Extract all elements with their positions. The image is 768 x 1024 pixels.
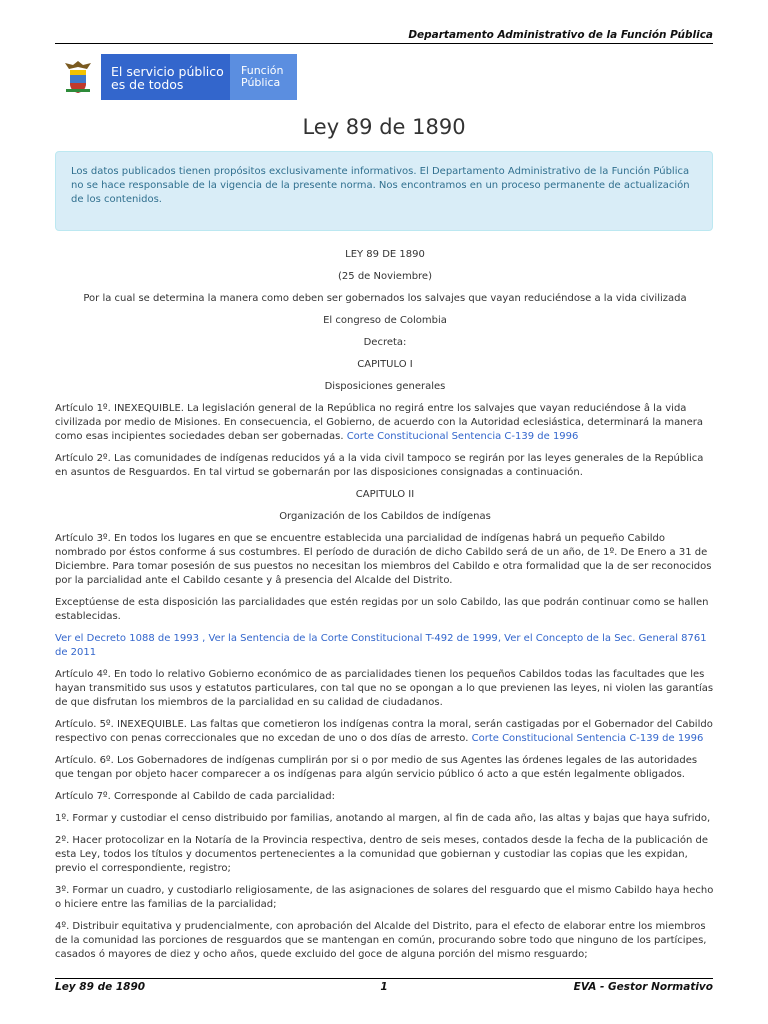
article-7-item-4: 4º. Distribuir equitativa y prudencialmente, con aprobación del Alcalde del Distrito, para el efecto de elaborar entre los miembros de la comunidad las porciones de resguardos que se mantengan en común, procurando sobre todo que ninguno de los partícipes, casados ó mayores de diez y ocho años, quede excluido del goce de alguna porción del mismo resguardo; xyxy=(55,921,707,960)
ref-concepto-8761[interactable]: Ver el Concepto de la Sec. General 8761 de 2011 xyxy=(55,633,707,658)
logo-slogan xyxy=(101,54,230,100)
logo-badge-line1: Función xyxy=(241,64,284,77)
law-subject: Por la cual se determina la manera como deben ser gobernados los salvajes que vayan reduciéndose a la vida civilizada xyxy=(83,293,687,304)
logo-funcion-publica xyxy=(230,54,297,100)
chapter-2-title: Organización de los Cabildos de indígenas xyxy=(279,511,491,522)
article-1 xyxy=(55,402,715,444)
article-1-link[interactable]: Corte Constitucional Sentencia C-139 de 1996 xyxy=(346,431,579,442)
logo-line1: El servicio público xyxy=(111,64,224,79)
article-4: Artículo 4º. En todo lo relativo Gobierno económico de as parcialidades tienen los pequeños Cabildos todas las facultades que les hayan transmitido sus usos y estatutos particulares, con tal que no se opongan a lo que previenen las leyes, ni violen las garantías de que disfrutan los miembros de la parcialidad en su calidad de ciudadanos. xyxy=(55,669,714,708)
article-7-item-1: 1º. Formar y custodiar el censo distribuido por familias, anotando al margen, al fin de cada año, las altas y bajas que haya sufrido, xyxy=(55,813,711,824)
article-7: Artículo 7º. Corresponde al Cabildo de cada parcialidad: xyxy=(55,791,335,802)
ref-sentencia-t492[interactable]: Ver la Sentencia de la Corte Constitucional T-492 de 1999 xyxy=(208,633,498,644)
ref-decreto-1088[interactable]: Ver el Decreto 1088 de 1993 xyxy=(55,633,199,644)
logo-badge-line2: Pública xyxy=(241,76,281,89)
header-rule xyxy=(55,43,713,44)
footer-page-number: 1 xyxy=(380,981,388,993)
footer-source: EVA - Gestor Normativo xyxy=(573,981,713,993)
article-3: Artículo 3º. En todos los lugares en que se encuentre establecida una parcialidad de indígenas habrá un pequeño Cabildo nombrado por éstos conforme á sus costumbres. El período de duración de dicho Cabildo será de un año, de 1º. De Enero a 31 de Diciembre. Para tomar posesión de sus puestos no necesitan los miembros del Cabildo e otra formalidad que la de ser reconocidos por la parcialidad ante el Cabildo cesante y â presencia del Alcalde del Distrito. xyxy=(55,533,712,586)
footer-rule xyxy=(55,978,713,979)
coat-of-arms-icon xyxy=(55,54,101,100)
decreta-line: Decreta: xyxy=(363,337,407,348)
congress-line: El congreso de Colombia xyxy=(323,315,447,326)
ref-separator-2: , xyxy=(497,633,505,644)
header-organization: Departamento Administrativo de la Función Pública xyxy=(408,29,713,41)
references-line xyxy=(55,632,715,660)
chapter-1-title: Disposiciones generales xyxy=(324,381,446,392)
article-5-link[interactable]: Corte Constitucional Sentencia C-139 de 1996 xyxy=(471,733,704,744)
article-7-item-3: 3º. Formar un cuadro, y custodiarlo religiosamente, de las asignaciones de solares del resguardo que el mismo Cabildo haya hecho o hiciere entre las familias de la parcialidad; xyxy=(55,885,714,910)
logo-line2: es de todos xyxy=(111,76,184,92)
law-date: (25 de Noviembre) xyxy=(338,271,432,282)
gov-logo[interactable] xyxy=(55,54,297,100)
article-5 xyxy=(55,718,715,746)
disclaimer-notice: Los datos publicados tienen propósitos exclusivamente informativos. El Departamento Administrativo de la Función Pública no se hace responsable de la vigencia de la presente norma. Nos encontramos en un proceso permanente de actualización de los contenidos. xyxy=(55,151,713,231)
article-6: Artículo. 6º. Los Gobernadores de indígenas cumplirán por si o por medio de sus Agentes las órdenes legales de las autoridades que tengan por objeto hacer comparecer a os indígenas para algún servicio público ó acto a que estén legalmente obligados. xyxy=(55,755,698,780)
article-7-item-2: 2º. Hacer protocolizar en la Notaría de la Provincia respectiva, dentro de seis meses, contados desde la fecha de la publicación de esta Ley, todos los títulos y documentos pertenecientes a la comunidad que gobiernan y custodiar las copias que les expidan, previo el correspondiente, registro; xyxy=(55,835,708,874)
article-2: Artículo 2º. Las comunidades de indígenas reducidos yá a la vida civil tampoco se regirán por las leyes generales de la República en asuntos de Resguardos. En tal virtud se gobernarán por las disposiciones consignadas a continuación. xyxy=(55,453,704,478)
chapter-2-heading: CAPITULO II xyxy=(355,489,415,500)
law-content xyxy=(55,248,715,970)
article-3-exception: Exceptúense de esta disposición las parcialidades que estén regidas por un solo Cabildo, las que podrán continuar como se hallen establecidas. xyxy=(55,597,709,622)
ref-separator-1: , xyxy=(198,633,209,644)
page-title: Ley 89 de 1890 xyxy=(302,115,466,139)
law-heading: LEY 89 DE 1890 xyxy=(345,249,425,260)
footer-law-name: Ley 89 de 1890 xyxy=(55,981,146,993)
chapter-1-heading: CAPITULO I xyxy=(357,359,413,370)
article-1-text: Artículo 1º. INEXEQUIBLE. La legislación general de la República no regirá entre los salvajes que vayan reduciéndose â la vida civilizada por medio de Misiones. En consecuencia, el Gobierno, de acuerdo con la Autoridad eclesiástica, determinará la manera como esas incipientes sociedades deban ser gobernadas. xyxy=(55,403,704,442)
article-5-text: Artículo. 5º. INEXEQUIBLE. Las faltas que cometieron los indígenas contra la moral, serán castigadas por el Gobernador del Cabildo respectivo con penas correccionales que no excedan de uno o dos días de arresto. xyxy=(55,719,713,744)
